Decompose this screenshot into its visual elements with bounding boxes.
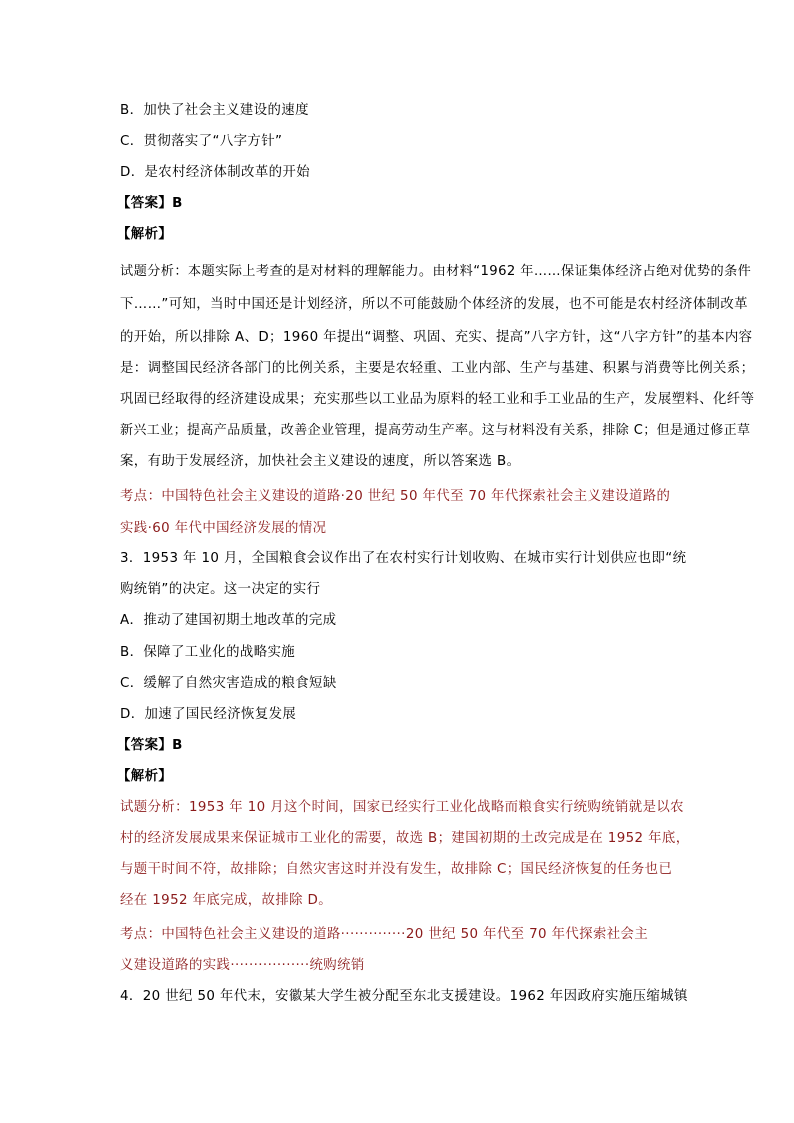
q3-analysis-line: 村的经济发展成果来保证城市工业化的需要，故选 B；建国初期的土改完成是在 1952 年底， [120,831,690,846]
q3-kaodian-line: 考点：中国特色社会主义建设的道路··············20 世纪 50 年代至 70 年代探索社会主 [120,927,649,942]
q2-analysis-line: 下……”可知，当时中国还是计划经济，所以不可能鼓励个体经济的发展，也不可能是农村经济体制改革 [120,297,748,312]
q3-answer: 【答案】B [117,738,183,753]
q2-analysis-line: 案，有助于发展经济，加快社会主义建设的速度，所以答案选 B。 [120,454,521,469]
q2-kaodian-line: 考点：中国特色社会主义建设的道路·20 世纪 50 年代至 70 年代探索社会主义建设道路的 [120,489,671,504]
q3-analysis-heading: 【解析】 [117,769,173,784]
q2-analysis-line: 试题分析：本题实际上考查的是对材料的理解能力。由材料“1962 年……保证集体经济占绝对优势的条件 [120,264,752,279]
q2-option-d: D．是农村经济体制改革的开始 [120,165,310,180]
q3-stem-line: 3．1953 年 10 月，全国粮食会议作出了在农村实行计划收购、在城市实行计划供应也即“统 [120,551,687,566]
q3-analysis-line: 试题分析：1953 年 10 月这个时间，国家已经实行工业化战略而粮食实行统购统销就是以农 [120,800,684,815]
q2-analysis-line: 新兴工业；提高产品质量，改善企业管理，提高劳动生产率。这与材料没有关系，排除 C；但是通过修正草 [120,423,751,438]
q2-analysis-line: 是：调整国民经济各部门的比例关系，主要是农轻重、工业内部、生产与基建、积累与消费等比例关系； [120,361,755,376]
q3-stem-line: 购统销”的决定。这一决定的实行 [120,582,321,597]
q3-option-b: B．保障了工业化的战略实施 [120,645,296,660]
q3-option-a: A．推动了建国初期土地改革的完成 [120,613,337,628]
q2-option-c: C．贯彻落实了“八字方针” [120,134,283,149]
q4-stem-line: 4．20 世纪 50 年代末，安徽某大学生被分配至东北支援建设。1962 年因政府实施压缩城镇 [120,989,688,1004]
q2-analysis-heading: 【解析】 [117,227,173,242]
q3-option-d: D．加速了国民经济恢复发展 [120,707,297,722]
q2-kaodian-line: 实践·60 年代中国经济发展的情况 [120,521,327,536]
q2-analysis-line: 巩固已经取得的经济建设成果；充实那些以工业品为原料的轻工业和手工业品的生产，发展塑料、化纤等 [120,392,755,407]
q3-analysis-line: 经在 1952 年底完成，故排除 D。 [120,893,333,908]
q2-analysis-line: 的开始，所以排除 A、D；1960 年提出“调整、巩固、充实、提高”八字方针，这“八字方针”的基本内容 [120,330,753,345]
q3-analysis-line: 与题干时间不符，故排除；自然灾害这时并没有发生，故排除 C；国民经济恢复的任务也已 [120,862,673,877]
q3-kaodian-line: 义建设道路的实践·················统购统销 [120,958,365,973]
q2-option-b: B．加快了社会主义建设的速度 [120,103,309,118]
q2-answer: 【答案】B [117,196,183,211]
q3-option-c: C．缓解了自然灾害造成的粮食短缺 [120,676,337,691]
